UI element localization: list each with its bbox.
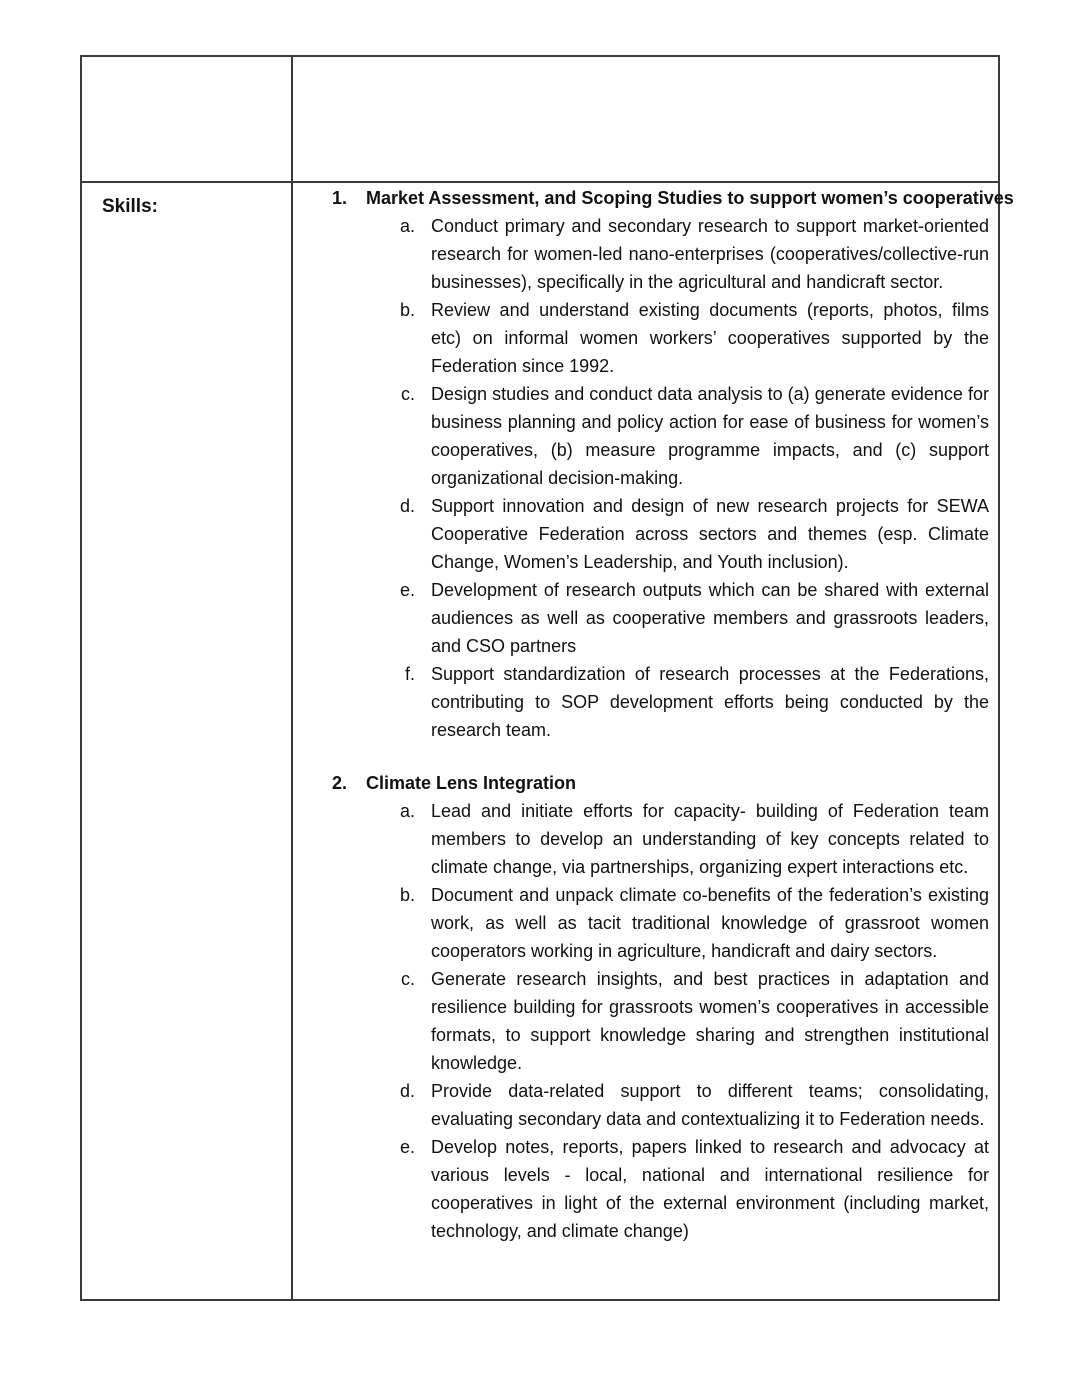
section-title-text: Market Assessment, and Scoping Studies to support women’s cooperatives [366, 188, 1014, 208]
list-item [332, 380, 992, 492]
row-divider [82, 181, 998, 183]
list-marker: d. [399, 1081, 415, 1101]
list-item [332, 660, 992, 744]
skills-content [332, 184, 1014, 1245]
skills-table [80, 55, 1014, 1301]
list-item-text: Design studies and conduct data analysis to (a) generate evidence for business planning and policy action for ease of business for women’s cooperatives, (b) measure programme impacts, and (c) support organizational decision-making. [431, 384, 989, 488]
list-item-text: Provide data-related support to different teams; consolidating, evaluating secondary data and contextualizing it to Federation needs. [431, 1081, 989, 1129]
list-marker: c. [400, 969, 415, 989]
list-marker: d. [399, 496, 415, 516]
section-title [332, 184, 1014, 212]
list-item [332, 1077, 992, 1133]
list-marker: a. [399, 216, 415, 236]
list-marker: f. [404, 664, 415, 684]
list-marker: b. [399, 300, 415, 320]
list-item [332, 797, 992, 881]
list-item [332, 492, 992, 576]
list-item-text: Conduct primary and secondary research to support market-oriented research for women-led nano-enterprises (cooperatives/collective-run businesses), specifically in the agricultural and handicraft sector. [431, 216, 989, 292]
list-item-text: Develop notes, reports, papers linked to research and advocacy at various levels - local, national and international resilience for cooperatives in light of the external environment (including market, technology, and climate change) [431, 1137, 989, 1241]
list-item [332, 576, 992, 660]
list-marker: c. [400, 384, 415, 404]
section-spacer [332, 744, 992, 769]
section-market-assessment [332, 184, 1014, 744]
section-number: 1. [332, 188, 348, 208]
list-item [332, 296, 992, 380]
list-item [332, 881, 992, 965]
section-title-text: Climate Lens Integration [366, 773, 577, 793]
list-item-text: Development of research outputs which can be shared with external audiences as well as cooperative members and grassroots leaders, and CSO partners [431, 580, 989, 656]
list-item-text: Support innovation and design of new research projects for SEWA Cooperative Federation across sectors and themes (esp. Climate Change, Women’s Leadership, and Youth inclusion). [431, 496, 989, 572]
section-items [332, 797, 992, 1245]
list-item [332, 212, 992, 296]
column-divider [291, 57, 293, 1299]
list-marker: e. [399, 1137, 415, 1157]
list-item-text: Lead and initiate efforts for capacity- building of Federation team members to develop an understanding of key concepts related to climate change, via partnerships, organizing expert interactions etc. [431, 801, 989, 877]
list-item [332, 965, 992, 1077]
list-item-text: Generate research insights, and best practices in adaptation and resilience building for grassroots women’s cooperatives in accessible formats, to support knowledge sharing and strengthen institutional knowledge. [431, 969, 989, 1073]
list-item-text: Document and unpack climate co-benefits of the federation’s existing work, as well as tacit traditional knowledge of grassroot women cooperators working in agriculture, handicraft and dairy sectors. [431, 885, 989, 961]
section-title [332, 769, 992, 797]
list-item-text: Support standardization of research processes at the Federations, contributing to SOP development efforts being conducted by the research team. [431, 664, 989, 740]
skills-label: Skills: [102, 196, 158, 217]
section-number: 2. [332, 773, 348, 793]
section-items [332, 212, 992, 744]
section-climate-lens [332, 769, 992, 1245]
list-item-text: Review and understand existing documents (reports, photos, films etc) on informal women workers’ cooperatives supported by the Federation since 1992. [431, 300, 989, 376]
list-marker: b. [399, 885, 415, 905]
list-marker: a. [399, 801, 415, 821]
list-item [332, 1133, 992, 1245]
list-marker: e. [399, 580, 415, 600]
